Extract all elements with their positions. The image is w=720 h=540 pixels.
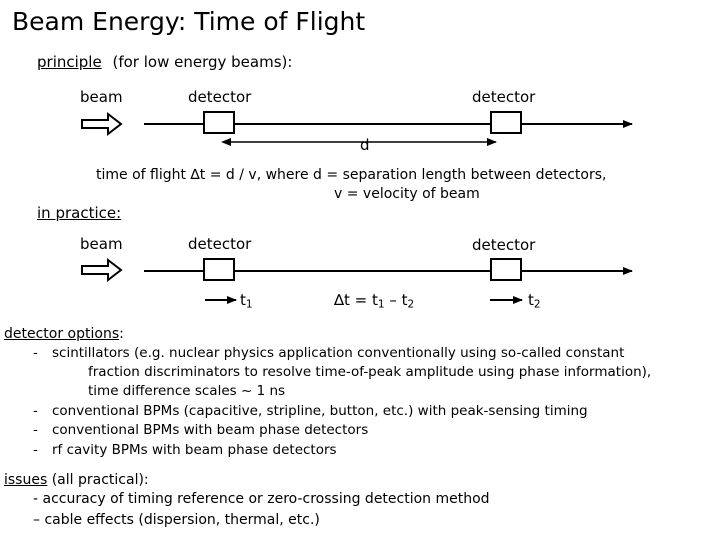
formula-line-1: time of flight ∆t = d / v, where d = separation length between detectors, [96,167,607,183]
option-1-line-2: fraction discriminators to resolve time-of-peak amplitude using phase information), [88,364,652,380]
options-heading: detector options [4,326,120,342]
principle-detector1-box [204,112,234,133]
t2-subscript: 2 [533,298,541,311]
t2-text: t [528,291,534,309]
delta-t-mid: – t [384,291,408,309]
delta-t-sub1: 1 [377,298,385,311]
option-2-line-1: conventional BPMs (capacitive, stripline, button, etc.) with peak-sensing timing [52,403,588,419]
delta-t-sub2: 2 [407,298,415,311]
option-3-line-1: conventional BPMs with beam phase detectors [52,422,369,438]
page-title: Beam Energy: Time of Flight [12,7,366,36]
separation-label: d [360,136,370,154]
principle-heading: principle [37,53,102,71]
options-heading-line [4,327,124,341]
issues-heading: issues [4,472,48,488]
practice-detector1-box [204,259,234,280]
t1-text: t [240,291,246,309]
formula-line-2: v = velocity of beam [334,186,480,202]
option-4-line-1: rf cavity BPMs with beam phase detectors [52,442,337,458]
t1-subscript: 1 [245,298,253,311]
practice-heading: in practice: [37,204,122,222]
options-heading-suffix: : [119,326,124,342]
practice-beam-label: beam [80,235,123,253]
principle-detector2-label: detector [472,88,536,106]
option-1-bullet: - [33,345,38,361]
option-1-line-1: scintillators (e.g. nuclear physics application conventionally using so-called constant [52,345,625,361]
practice-detector1-label: detector [188,235,252,253]
option-1-line-3: time difference scales ~ 1 ns [88,383,286,399]
option-3-bullet: - [33,422,38,438]
principle-beam-label: beam [80,88,123,106]
issue-2: – cable effects (dispersion, thermal, etc.) [33,512,320,528]
practice-beam-arrow [82,260,121,280]
option-4-bullet: - [33,442,38,458]
option-2-bullet: - [33,403,38,419]
principle-beam-arrow [82,114,121,134]
issues-heading-line [4,473,149,487]
principle-detector1-label: detector [188,88,252,106]
practice-detector2-label: detector [472,236,536,254]
principle-detector2-box [491,112,521,133]
issue-1: - accuracy of timing reference or zero-crossing detection method [33,491,490,507]
delta-t-prefix: ∆t = t [334,291,378,309]
practice-detector2-box [491,259,521,280]
principle-note: (for low energy beams): [112,53,293,71]
issues-note: (all practical): [51,472,149,488]
